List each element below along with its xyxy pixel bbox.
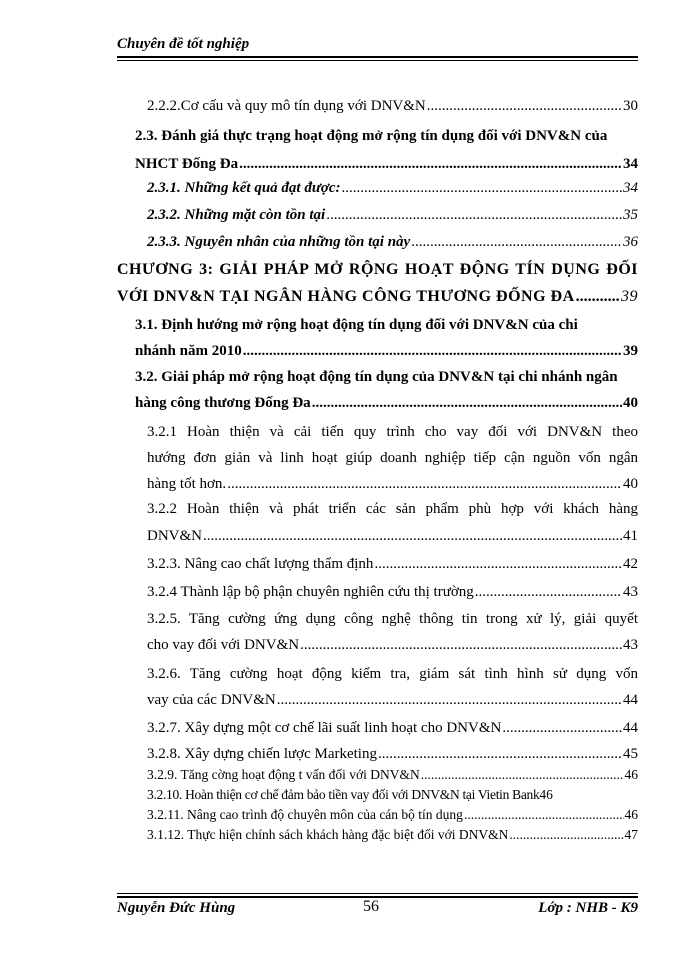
toc-page-number: 45 [623,746,638,762]
toc-entry-3-2-1[interactable] [147,470,638,498]
toc-entry-text: cho vay đối với DNV&N [147,637,300,653]
footer-rule-thin [117,893,638,894]
dot-leader [277,686,622,714]
toc-entry-3-2-1-line2[interactable]: hướng đơn giản và linh hoạt giúp doanh nghiệp tiếp cận nguồn vốn ngân [147,450,638,466]
toc-entry-3-2-7[interactable] [147,714,638,742]
dot-leader [326,201,622,229]
toc-entry-text: vay của các DNV&N [147,692,276,708]
dot-leader [300,631,622,659]
toc-entry-text: 3.1.12. Thực hiện chính sách khách hàng đặc biệt đối với DNV&N [147,827,509,842]
toc-entry-3-2-9[interactable] [147,766,638,784]
toc-entry-2-3-2[interactable] [147,201,638,229]
toc-entry-text: 3.2.7. Xây dựng một cơ chế lãi suất linh hoạt cho DNV&N [147,720,502,736]
toc-entry-text: hàng công thương Đống Đa [135,395,311,411]
toc-entry-text: 3.2.11. Nâng cao trình độ chuyên môn của cán bộ tín dụng [147,807,463,822]
toc-entry-3-2[interactable] [135,389,638,417]
header-title: Chuyên đề tốt nghiệp [117,36,250,52]
toc-entry-2-2-2[interactable] [147,92,638,120]
toc-entry-3-2-6-line1[interactable]: 3.2.6. Tăng cường hoạt động kiểm tra, giám sát tình hình sử dụng vốn [147,666,638,682]
toc-entry-text: 2.3.2. Những mặt còn tồn tại [147,207,326,223]
toc-entry-text: hàng tốt hơn. [147,476,227,492]
toc-page-number: 43 [623,637,638,653]
toc-entry-text: NHCT Đống Đa [135,156,239,172]
dot-leader [475,578,622,606]
toc-entry-3-2-4[interactable] [147,578,638,606]
toc-page-number: 46 [624,807,638,822]
dot-leader [243,337,622,365]
toc-page-number: 34 [623,180,638,196]
dot-leader [312,389,622,417]
dot-leader [576,283,620,311]
toc-page-number: 35 [623,207,638,223]
toc-entry-text: 3.2.3. Nâng cao chất lượng thẩm định [147,556,374,572]
toc-entry-2-3-line1[interactable]: 2.3. Đánh giá thực trạng hoạt động mở rộng tín dụng đối với DNV&N của [135,128,608,144]
toc-entry-3-2-3[interactable] [147,550,638,578]
toc-entry-text: 3.2.9. Tăng cờng hoạt động t vấn đối với DNV&N [147,767,420,782]
toc-entry-3-1-12[interactable] [147,826,638,844]
toc-entry-3-2-5[interactable] [147,631,638,659]
toc-entry-3-2-6[interactable] [147,686,638,714]
toc-entry-3-1-line1[interactable]: 3.1. Định hướng mở rộng hoạt động tín dụng đối với DNV&N của chi [135,317,578,333]
toc-entry-2-3-3[interactable] [147,228,638,256]
dot-leader [427,92,622,120]
toc-entry-text: DNV&N [147,528,202,544]
toc-page-number: 34 [623,156,638,172]
dot-leader [227,470,622,498]
toc-chapter-3[interactable] [117,283,638,311]
dot-leader [378,740,622,768]
header-rule-thin [117,60,638,61]
toc-entry-text: nhánh năm 2010 [135,343,242,359]
toc-entry-text: 2.2.2.Cơ cấu và quy mô tín dụng với DNV&N [147,98,426,114]
toc-entry-text: 3.2.8. Xây dựng chiến lược Marketing [147,746,377,762]
toc-page-number: 46 [624,767,638,782]
toc-page-number: 30 [623,98,638,114]
toc-entry-3-2-10[interactable] [147,786,638,804]
toc-chapter-3-line1[interactable]: CHƯƠNG 3: GIẢI PHÁP MỞ RỘNG HOẠT ĐỘNG TÍN DỤNG ĐỐI [117,261,638,278]
toc-page-number: 41 [623,528,638,544]
toc-page-number: 44 [623,720,638,736]
toc-page-number: 44 [623,692,638,708]
toc-entry-3-2-1-line1[interactable]: 3.2.1 Hoàn thiện và cải tiến quy trình cho vay đối với DNV&N theo [147,424,638,440]
toc-page-number: 39 [623,343,638,359]
toc-entry-3-1[interactable] [135,337,638,365]
dot-leader [342,174,622,202]
footer-class: Lớp : NHB - K9 [538,900,638,916]
dot-leader [203,522,622,550]
toc-page-number: 43 [623,584,638,600]
dot-leader [464,806,624,824]
toc-entry-3-2-8[interactable] [147,740,638,768]
toc-entry-3-2-2-line1[interactable]: 3.2.2 Hoàn thiện và phát triển các sản phẩm phù hợp với khách hàng [147,501,638,517]
toc-entry-text: 2.3.3. Nguyên nhân của những tồn tại này [147,234,411,250]
toc-entry-3-2-11[interactable] [147,806,638,824]
toc-page-number: 46 [539,787,553,802]
toc-page-number: 36 [623,234,638,250]
dot-leader [411,228,622,256]
footer-page-number: 56 [363,898,379,915]
header-rule [117,56,638,58]
dot-leader [421,766,624,784]
toc-entry-2-3-1[interactable] [147,174,638,202]
toc-page-number: 40 [623,476,638,492]
toc-page-number: 47 [624,827,638,842]
dot-leader [509,826,623,844]
toc-entry-text: VỚI DNV&N TẠI NGÂN HÀNG CÔNG THƯƠNG ĐỐNG ĐA [117,288,575,305]
toc-entry-3-2-line1[interactable]: 3.2. Giải pháp mở rộng hoạt động tín dụng của DNV&N tại chi nhánh ngân [135,369,618,385]
toc-entry-text: 2.3.1. Những kết quả đạt được: [147,180,341,196]
footer-author: Nguyễn Đức Hùng [117,900,236,916]
toc-entry-3-2-5-line1[interactable]: 3.2.5. Tăng cường ứng dụng công nghệ thông tin trong xử lý, giải quyết [147,611,638,627]
toc-page-number: 42 [623,556,638,572]
toc-entry-text: 3.2.10. Hoàn thiện cơ chế đảm bảo tiền vay đối với DNV&N tại Vietin Bank [147,787,540,802]
dot-leader [374,550,622,578]
toc-page-number: 40 [623,395,638,411]
toc-page-number: 39 [621,288,638,305]
toc-entry-3-2-2[interactable] [147,522,638,550]
dot-leader [502,714,622,742]
toc-entry-text: 3.2.4 Thành lập bộ phận chuyên nghiên cứu thị trường [147,584,474,600]
